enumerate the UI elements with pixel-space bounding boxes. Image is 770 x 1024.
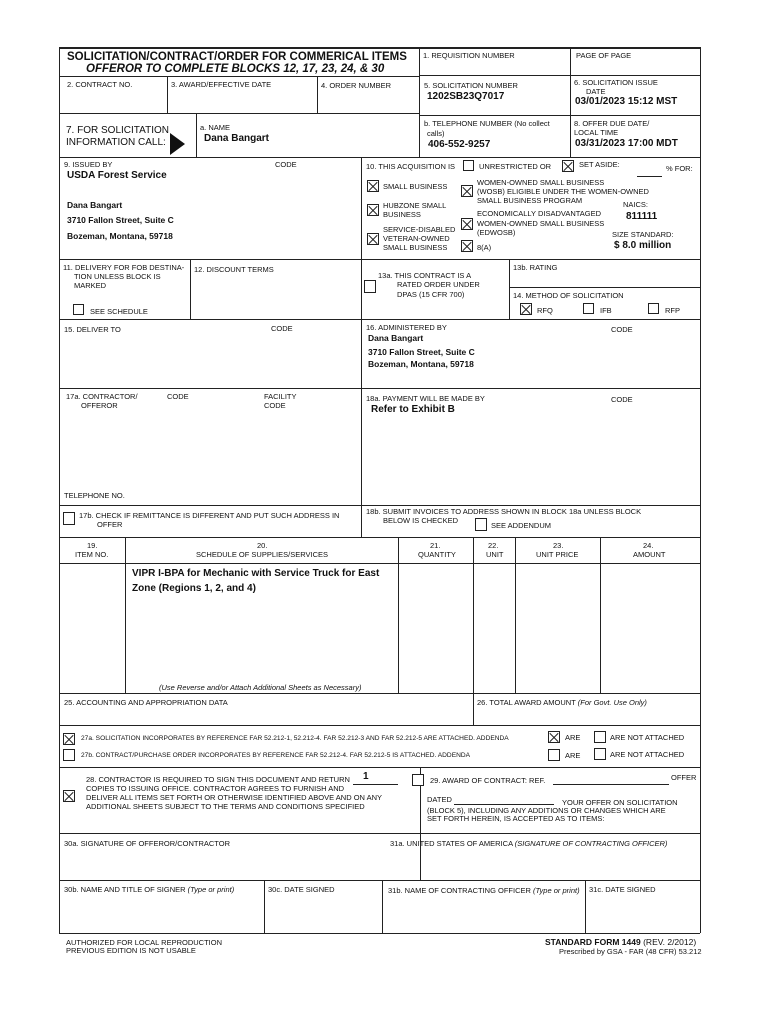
schedule-footnote: (Use Reverse and/or Attach Additional Sheets as Necessary) xyxy=(159,683,362,692)
wosb-label-3: SMALL BUSINESS PROGRAM xyxy=(477,196,583,205)
27a-are-checkbox[interactable] xyxy=(548,731,560,743)
rfq-label: RFQ xyxy=(537,306,553,315)
total-award-note: (For Govt. Use Only) xyxy=(577,698,647,707)
facility-code-label-2: CODE xyxy=(264,401,286,410)
total-award-label xyxy=(477,698,647,707)
rating-label: 13b. RATING xyxy=(513,263,558,272)
8a-label: 8(A) xyxy=(477,243,492,252)
col-amount-num: 24. xyxy=(643,541,654,550)
col-schedule: SCHEDULE OF SUPPLIES/SERVICES xyxy=(196,550,328,559)
footer-prescribed: Prescribed by GSA - FAR (48 CFR) 53.212 xyxy=(559,947,702,956)
delivery-fob-label: 11. DELIVERY FOR FOB DESTINA- xyxy=(63,263,185,272)
rated-order-checkbox[interactable] xyxy=(364,280,376,293)
admin-street: 3710 Fallon Street, Suite C xyxy=(368,347,475,357)
ifb-checkbox[interactable] xyxy=(583,303,594,314)
offeror-date-label: 30c. DATE SIGNED xyxy=(268,885,335,894)
contractor-label: 17a. CONTRACTOR/ xyxy=(66,392,138,401)
wosb-checkbox[interactable] xyxy=(461,185,473,197)
award-text-2: (BLOCK 5), INCLUDING ANY ADDITIONS OR CHANGES WHICH ARE xyxy=(427,806,666,815)
form-subtitle: OFFEROR TO COMPLETE BLOCKS 12, 17, 23, 24, & 30 xyxy=(86,63,385,75)
remittance-checkbox[interactable] xyxy=(63,512,75,525)
offer-due-label: 8. OFFER DUE DATE/ xyxy=(574,119,650,128)
col-item-no-num: 19. xyxy=(87,541,98,550)
administered-by-code-label: CODE xyxy=(611,325,633,334)
deliver-to-label: 15. DELIVER TO xyxy=(64,325,121,334)
officer-name-text: 31b. NAME OF CONTRACTING OFFICER xyxy=(388,886,531,895)
see-schedule-label: SEE SCHEDULE xyxy=(90,307,148,316)
issued-by-label: 9. ISSUED BY xyxy=(64,160,113,169)
col-item-no: ITEM NO. xyxy=(75,550,109,559)
col-unit-price-num: 23. xyxy=(553,541,564,550)
footer-previous-edition: PREVIOUS EDITION IS NOT USABLE xyxy=(66,946,196,955)
ifb-label: IFB xyxy=(600,306,612,315)
award-checkbox[interactable] xyxy=(412,774,424,786)
rated-order-label-2: RATED ORDER UNDER xyxy=(397,280,480,289)
deliver-to-code-label: CODE xyxy=(271,324,293,333)
rfp-label: RFP xyxy=(665,306,680,315)
rated-order-label-3: DPAS (15 CFR 700) xyxy=(397,290,465,299)
naics-label: NAICS: xyxy=(623,200,649,209)
issuer-street: 3710 Fallon Street, Suite C xyxy=(67,215,174,225)
submit-invoices-label-2: BELOW IS CHECKED xyxy=(383,516,459,525)
issuer-city: Bozeman, Montana, 59718 xyxy=(67,231,173,241)
award-label: 29. AWARD OF CONTRACT: REF. xyxy=(430,776,546,785)
edwosb-label-2: WOMEN-OWNED SMALL BUSINESS xyxy=(477,219,605,228)
payment-code-label: CODE xyxy=(611,395,633,404)
footer-form-id xyxy=(545,937,696,947)
solicitation-method-label: 14. METHOD OF SOLICITATION xyxy=(513,291,624,300)
small-business-label: SMALL BUSINESS xyxy=(383,182,448,191)
issuing-agency: USDA Forest Service xyxy=(67,170,167,181)
facility-code-label: FACILITY xyxy=(264,392,297,401)
footer-reproduction: AUTHORIZED FOR LOCAL REPRODUCTION xyxy=(66,938,222,947)
hubzone-label-2: BUSINESS xyxy=(383,210,421,219)
payment-by-value: Refer to Exhibit B xyxy=(371,404,455,415)
percent-for-label: % FOR: xyxy=(666,164,693,173)
payment-by-label: 18a. PAYMENT WILL BE MADE BY xyxy=(366,394,485,403)
col-schedule-num: 20. xyxy=(257,541,268,550)
27a-are-label: ARE xyxy=(565,733,581,742)
discount-terms-label: 12. DISCOUNT TERMS xyxy=(194,265,274,274)
officer-name-label xyxy=(388,886,580,895)
naics-value: 811111 xyxy=(626,211,658,222)
contractor-sign-label-2: COPIES TO ISSUING OFFICE. CONTRACTOR AGREES TO FURNISH AND xyxy=(86,784,345,793)
hubzone-checkbox[interactable] xyxy=(367,204,379,216)
acquisition-label: 10. THIS ACQUISITION IS xyxy=(366,162,456,171)
edwosb-checkbox[interactable] xyxy=(461,218,473,230)
issue-date-label-2: DATE xyxy=(586,87,606,96)
submit-invoices-label: 18b. SUBMIT INVOICES TO ADDRESS SHOWN IN BLOCK 18a UNLESS BLOCK xyxy=(366,507,642,516)
issued-by-code-label: CODE xyxy=(275,160,297,169)
signer-name-label xyxy=(64,885,234,894)
delivery-fob-label-3: MARKED xyxy=(74,281,107,290)
edwosb-label: ECONOMICALLY DISADVANTAGED xyxy=(477,209,602,218)
27a-are-not-checkbox[interactable] xyxy=(594,731,606,743)
solicitation-number-label: 5. SOLICITATION NUMBER xyxy=(424,81,518,90)
sdvosb-label-2: VETERAN-OWNED xyxy=(383,234,450,243)
sdvosb-label: SERVICE-DISABLED xyxy=(383,225,456,234)
contact-name-label: a. NAME xyxy=(200,123,231,132)
rfp-checkbox[interactable] xyxy=(648,303,659,314)
27a-checkbox[interactable] xyxy=(63,733,75,745)
signer-name-note: (Type or print) xyxy=(187,885,235,894)
27b-label: 27b. CONTRACT/PURCHASE ORDER INCORPORATES BY REFERENCE FAR 52.212-4. FAR 52.212-5 IS ATTACHED. ADDENDA xyxy=(81,752,471,759)
administered-by-label: 16. ADMINISTERED BY xyxy=(366,323,447,332)
contractor-code-label: CODE xyxy=(167,392,189,401)
see-schedule-checkbox[interactable] xyxy=(73,304,84,315)
unrestricted-checkbox[interactable] xyxy=(463,160,474,171)
sdvosb-label-3: SMALL BUSINESS xyxy=(383,243,448,252)
27a-label: 27a. SOLICITATION INCORPORATES BY REFERENCE FAR 52.212-1, 52.212-4. FAR 52.212-3 AND FAR 52.212-5 ARE ATTACHED. ADDENDA xyxy=(81,735,509,742)
col-unit-price: UNIT PRICE xyxy=(536,550,579,559)
27b-are-not-label: ARE NOT ATTACHED xyxy=(610,750,685,759)
offeror-signature-label: 30a. SIGNATURE OF OFFEROR/CONTRACTOR xyxy=(64,839,230,848)
set-aside-checkbox[interactable] xyxy=(562,160,574,172)
telephone-value: 406-552-9257 xyxy=(428,139,491,150)
telephone-label: b. TELEPHONE NUMBER (No collect xyxy=(424,119,550,128)
officer-name-note: (Type or print) xyxy=(533,886,580,895)
info-call-label: 7. FOR SOLICITATION xyxy=(66,125,169,136)
27b-checkbox[interactable] xyxy=(63,749,75,761)
rfq-checkbox[interactable] xyxy=(520,303,532,315)
rated-order-label: 13a. THIS CONTRACT IS A xyxy=(378,271,472,280)
col-amount: AMOUNT xyxy=(633,550,666,559)
telephone-no-label: TELEPHONE NO. xyxy=(64,491,125,500)
footer-form-rev: (REV. 2/2012) xyxy=(643,937,697,947)
wosb-label-2: (WOSB) ELIGIBLE UNDER THE WOMEN-OWNED xyxy=(477,187,649,196)
27b-are-checkbox[interactable] xyxy=(548,749,560,761)
contractor-label-2: OFFEROR xyxy=(81,401,118,410)
telephone-label-2: calls) xyxy=(427,129,445,138)
size-standard-value: $ 8.0 million xyxy=(614,240,672,251)
total-award-text: 26. TOTAL AWARD AMOUNT xyxy=(477,698,576,707)
size-standard-label: SIZE STANDARD: xyxy=(612,230,674,239)
unrestricted-label: UNRESTRICTED OR xyxy=(479,162,552,171)
info-call-label-2: INFORMATION CALL: xyxy=(66,137,166,148)
col-quantity-num: 21. xyxy=(430,541,441,550)
admin-city: Bozeman, Montana, 59718 xyxy=(368,359,474,369)
usa-signature-note: (SIGNATURE OF CONTRACTING OFFICER) xyxy=(514,839,668,848)
contractor-sign-label-4: ADDITIONAL SHEETS SUBJECT TO THE TERMS AND CONDITIONS SPECIFIED xyxy=(86,802,365,811)
contract-no-label: 2. CONTRACT NO. xyxy=(67,80,133,89)
col-unit: UNIT xyxy=(486,550,504,559)
offer-due-label-2: LOCAL TIME xyxy=(574,128,619,137)
arrow-right-icon xyxy=(170,133,186,155)
hubzone-label: HUBZONE SMALL xyxy=(383,201,447,210)
col-unit-num: 22. xyxy=(488,541,499,550)
order-number-label: 4. ORDER NUMBER xyxy=(321,81,392,90)
27b-are-label: ARE xyxy=(565,751,581,760)
schedule-item-line-1: VIPR I-BPA for Mechanic with Service Truck for East xyxy=(132,568,380,579)
usa-signature-text: 31a. UNITED STATES OF AMERICA xyxy=(390,839,513,848)
8a-checkbox[interactable] xyxy=(461,240,473,252)
issue-date-value: 03/01/2023 15:12 MST xyxy=(575,96,678,107)
see-addendum-label: SEE ADDENDUM xyxy=(491,521,552,530)
offer-due-value: 03/31/2023 17:00 MDT xyxy=(575,138,678,149)
award-date-label: 3. AWARD/EFFECTIVE DATE xyxy=(171,80,272,89)
issuer-name: Dana Bangart xyxy=(67,200,123,210)
dated-label: DATED xyxy=(427,795,452,804)
solicitation-number-value: 1202SB23Q7017 xyxy=(427,91,505,102)
offer-label: OFFER xyxy=(671,773,697,782)
wosb-label: WOMEN-OWNED SMALL BUSINESS xyxy=(477,178,605,187)
form-title: SOLICITATION/CONTRACT/ORDER FOR COMMERICAL ITEMS xyxy=(67,51,407,63)
see-addendum-checkbox[interactable] xyxy=(475,518,487,531)
issue-date-label: 6. SOLICITATION ISSUE xyxy=(574,78,658,87)
signer-name-text: 30b. NAME AND TITLE OF SIGNER xyxy=(64,885,186,894)
admin-name: Dana Bangart xyxy=(368,333,424,343)
award-text-3: SET FORTH HEREIN, IS ACCEPTED AS TO ITEMS: xyxy=(427,814,605,823)
award-text: YOUR OFFER ON SOLICITATION xyxy=(562,798,678,807)
contractor-sign-label: 28. CONTRACTOR IS REQUIRED TO SIGN THIS DOCUMENT AND RETURN xyxy=(86,775,350,784)
contractor-sign-label-3: DELIVER ALL ITEMS SET FORTH OR OTHERWISE IDENTIFIED ABOVE AND ON ANY xyxy=(86,793,383,802)
footer-form-name: STANDARD FORM 1449 xyxy=(545,937,641,947)
edwosb-label-3: (EDWOSB) xyxy=(477,228,516,237)
sdvosb-checkbox[interactable] xyxy=(367,233,379,245)
copies-count: 1 xyxy=(363,771,369,782)
remittance-label-2: OFFER xyxy=(97,520,123,529)
accounting-label: 25. ACCOUNTING AND APPROPRIATION DATA xyxy=(64,698,228,707)
schedule-item-line-2: Zone (Regions 1, 2, and 4) xyxy=(132,583,256,594)
small-business-checkbox[interactable] xyxy=(367,180,379,192)
set-aside-label: SET ASIDE: xyxy=(579,160,620,169)
col-quantity: QUANTITY xyxy=(418,550,456,559)
contractor-sign-checkbox[interactable] xyxy=(63,790,75,802)
delivery-fob-label-2: TION UNLESS BLOCK IS xyxy=(74,272,161,281)
contact-name-value: Dana Bangart xyxy=(204,133,270,144)
page-of-page-label: PAGE OF PAGE xyxy=(576,51,632,60)
usa-signature-label xyxy=(390,839,667,848)
27a-are-not-label: ARE NOT ATTACHED xyxy=(610,733,685,742)
officer-date-label: 31c. DATE SIGNED xyxy=(589,885,656,894)
remittance-label: 17b. CHECK IF REMITTANCE IS DIFFERENT AND PUT SUCH ADDRESS IN xyxy=(79,511,340,520)
27b-are-not-checkbox[interactable] xyxy=(594,748,606,760)
requisition-number-label: 1. REQUISITION NUMBER xyxy=(423,51,515,60)
